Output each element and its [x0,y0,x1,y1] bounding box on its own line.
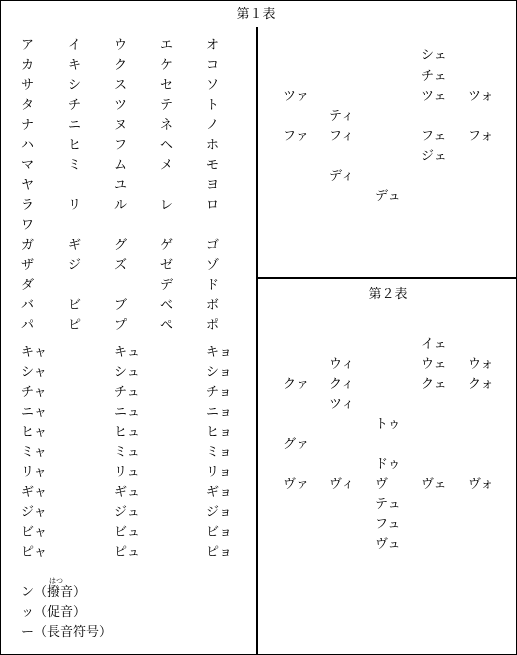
gojuon-cell: ポ [206,318,220,333]
extra-kana: ファ [283,129,309,144]
gojuon-cell: ガ [21,238,35,253]
gojuon-cell: ラ [21,198,35,213]
table2-kana: クァ [283,377,310,392]
gojuon-cell: ア [21,38,35,53]
table2-kana: ドゥ [375,457,401,472]
gojuon-cell: ゼ [160,258,174,273]
gojuon-cell: フ [114,138,128,153]
yoon-cell: チュ [114,385,140,400]
yoon-cell: リャ [21,465,47,480]
gojuon-cell: ケ [160,58,174,73]
special-mark: ン（撥音） [21,585,87,600]
yoon-cell: リュ [114,465,140,480]
table2-kana: テュ [375,497,401,512]
yoon-cell: キャ [21,345,48,360]
extra-kana: ツォ [468,89,494,104]
gojuon-cell: メ [160,158,174,173]
gojuon-cell: ギ [68,238,82,253]
gojuon-cell: ミ [68,158,82,173]
gojuon-cell: レ [160,198,174,213]
table1-title: 第１表 [236,7,276,22]
yoon-cell: ヒャ [21,425,48,440]
yoon-cell: ニャ [21,405,48,420]
extra-kana: チェ [421,69,447,84]
table2-kana: フュ [375,517,401,532]
table2-kana: ツィ [329,397,355,412]
gojuon-cell: ペ [160,318,174,333]
table2-kana: イェ [421,337,447,352]
gojuon-cell: マ [21,158,35,173]
gojuon-cell: ヌ [114,118,128,133]
gojuon-cell: テ [160,98,174,113]
yoon-cell: シャ [21,365,47,380]
extra-kana: フィ [329,129,354,144]
yoon-cell: ニョ [206,405,233,420]
table2-kana: ヴォ [468,477,494,492]
yoon-cell: リョ [206,465,232,480]
gojuon-cell: ソ [206,78,220,93]
yoon-cell: ビュ [114,525,141,540]
yoon-cell: ミュ [114,445,140,460]
yoon-cell: チョ [206,385,232,400]
extra-kana: ジェ [421,149,447,164]
table2-kana: ウォ [468,357,494,372]
table2-kana: ヴュ [375,537,401,552]
gojuon-cell: ザ [21,258,35,273]
table2-kana: ウィ [329,357,355,372]
gojuon-cell: ナ [21,118,35,133]
gojuon-cell: キ [68,58,82,73]
gojuon-cell: ノ [206,118,220,133]
yoon-cell: ビョ [206,525,233,540]
yoon-cell: ヒュ [114,425,141,440]
gojuon-cell: オ [206,38,220,53]
table2-kana: ヴィ [329,477,355,492]
gojuon-cell: ツ [114,98,128,113]
yoon-cell: キョ [206,345,233,360]
gojuon-cell: コ [206,58,220,73]
table2-kana: グァ [283,437,310,452]
gojuon-cell: ハ [21,138,35,153]
extra-kana: ディ [329,169,354,184]
yoon-cell: ショ [206,365,232,380]
gojuon-cell: イ [68,38,82,53]
special-mark: ッ（促音） [21,605,87,620]
table2-kana: トゥ [375,417,401,432]
gojuon-cell: ト [206,98,220,113]
gojuon-cell: ム [114,158,128,173]
gojuon-cell: モ [206,158,220,173]
extra-kana: ティ [329,109,354,124]
yoon-cell: シュ [114,365,140,380]
gojuon-cell: ゲ [160,238,174,253]
extra-kana: フェ [421,129,447,144]
gojuon-cell: ル [114,198,128,213]
gojuon-cell: セ [160,78,174,93]
yoon-cell: チャ [21,385,47,400]
yoon-cell: ジョ [206,505,232,520]
gojuon-cell: ワ [21,218,35,233]
yoon-cell: ミャ [21,445,47,460]
extra-kana: ツァ [283,89,309,104]
yoon-cell: ギュ [114,485,141,500]
gojuon-cell: ベ [160,298,174,313]
gojuon-cell: バ [21,298,35,313]
gojuon-cell: ダ [21,278,35,293]
gojuon-cell: チ [68,98,82,113]
gojuon-cell: デ [160,278,174,293]
gojuon-cell: パ [21,318,35,333]
gojuon-cell: ス [114,78,128,93]
yoon-cell: ビャ [21,525,48,540]
gojuon-cell: ブ [114,298,128,313]
yoon-cell: キュ [114,345,141,360]
yoon-cell: ピャ [21,545,48,560]
table2-kana: ヴ [375,477,389,492]
extra-kana: デュ [375,189,401,204]
gojuon-cell: エ [160,38,174,53]
yoon-cell: ヒョ [206,425,233,440]
table2-kana: ウェ [421,357,447,372]
gojuon-cell: サ [21,78,35,93]
yoon-cell: ジュ [114,505,140,520]
gojuon-cell: ド [206,278,220,293]
gojuon-cell: グ [114,238,128,253]
table2-divider [258,277,516,279]
gojuon-cell: ネ [160,118,174,133]
yoon-cell: ジャ [21,505,47,520]
column-divider [256,27,258,654]
gojuon-cell: ズ [114,258,128,273]
table2-title: 第２表 [368,287,408,302]
gojuon-cell: ロ [206,198,220,213]
table2-kana: クィ [329,377,354,392]
gojuon-cell: ホ [206,138,220,153]
table2-kana: クォ [468,377,494,392]
gojuon-cell: ピ [68,318,82,333]
table2-kana: クェ [421,377,447,392]
gojuon-cell: ク [114,58,128,73]
gojuon-cell: ジ [68,258,82,273]
gojuon-cell: ゴ [206,238,220,253]
gojuon-cell: リ [68,198,82,213]
gojuon-cell: プ [114,318,128,333]
gojuon-cell: シ [68,78,82,93]
ruby-text: はつ [49,577,63,585]
yoon-cell: ギャ [21,485,48,500]
yoon-cell: ピュ [114,545,141,560]
extra-kana: シェ [421,48,447,63]
gojuon-cell: カ [21,58,35,73]
yoon-cell: ギョ [206,485,233,500]
gojuon-cell: ヘ [160,138,174,153]
extra-kana: フォ [468,129,494,144]
gojuon-cell: ヨ [206,178,220,193]
gojuon-cell: ユ [114,178,128,193]
gojuon-cell: ビ [68,298,82,313]
yoon-cell: ミョ [206,445,232,460]
gojuon-cell: ニ [68,118,82,133]
extra-kana: ツェ [421,89,447,104]
table2-kana: ヴァ [283,477,309,492]
gojuon-cell: ヒ [68,138,82,153]
gojuon-cell: ボ [206,298,220,313]
gojuon-cell: ウ [114,38,128,53]
table2-kana: ヴェ [421,477,447,492]
yoon-cell: ニュ [114,405,141,420]
gojuon-cell: ゾ [206,258,220,273]
special-mark: ー（長音符号） [21,625,113,640]
yoon-cell: ピョ [206,545,233,560]
gojuon-cell: ヤ [21,178,35,193]
gojuon-cell: タ [21,98,35,113]
